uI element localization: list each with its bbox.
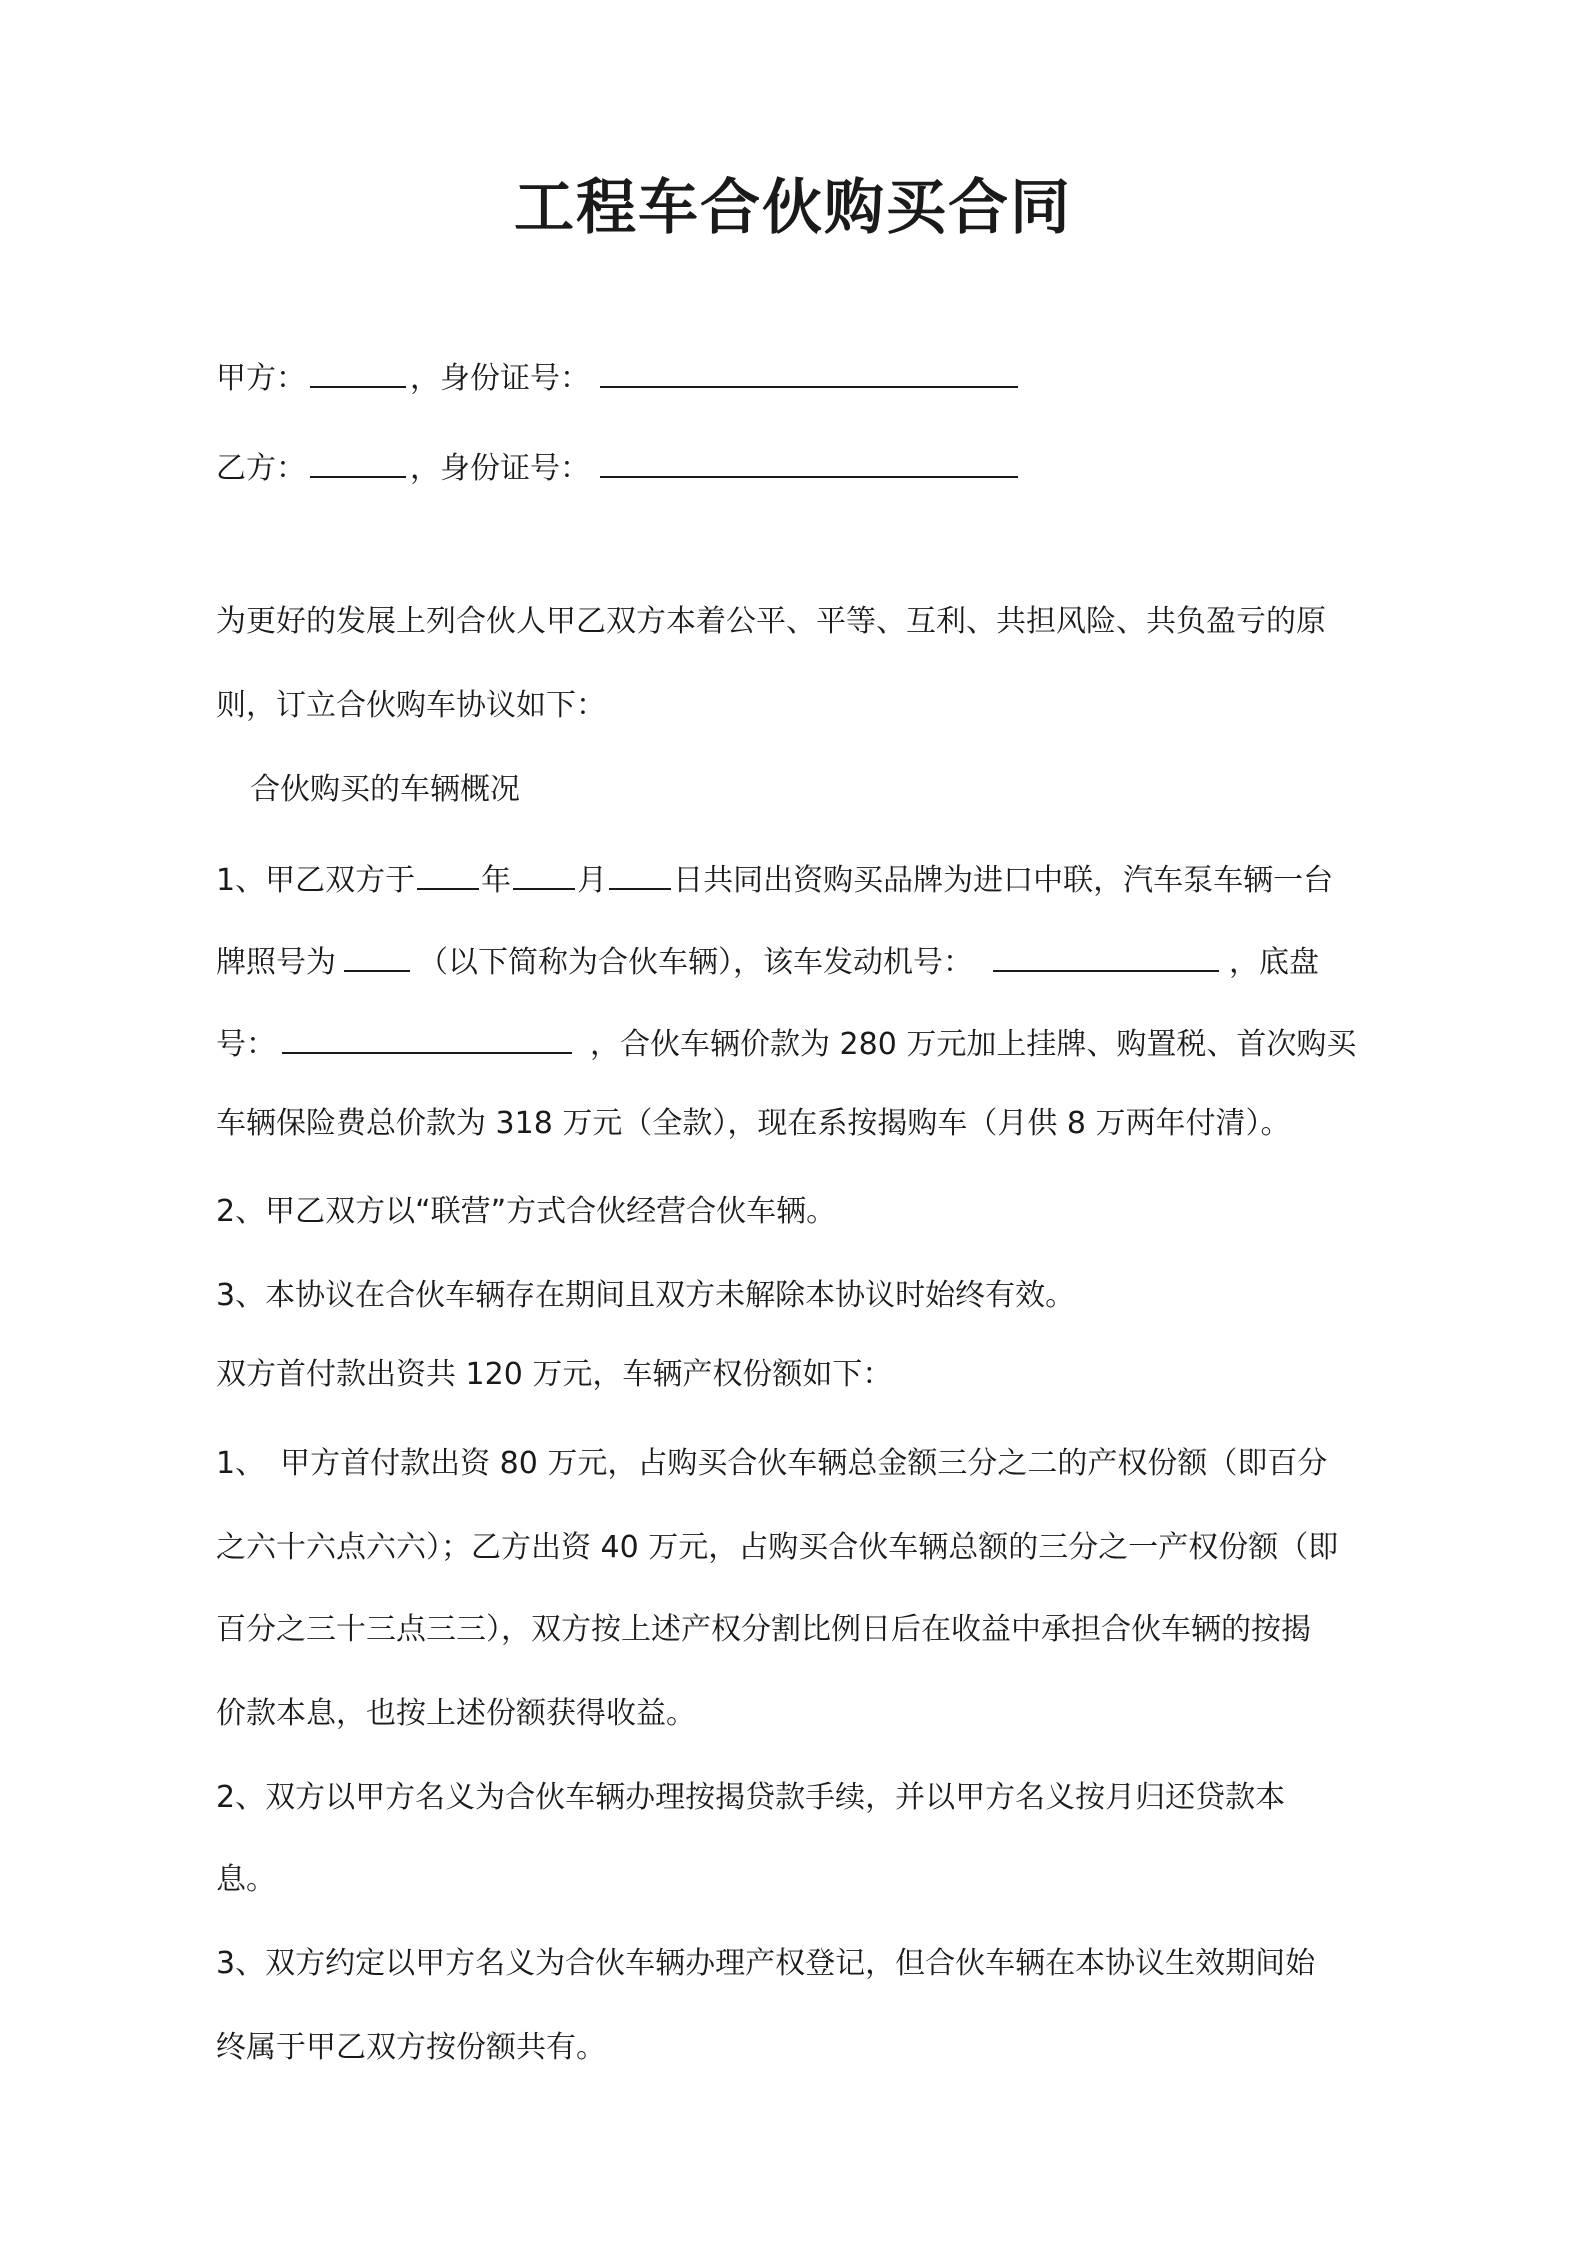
clause-3: 3、本协议在合伙车辆存在期间且双方未解除本协议时始终有效。 bbox=[216, 1278, 1076, 1313]
section-heading-vehicle: 合伙购买的车辆概况 bbox=[250, 772, 520, 807]
engine-number-blank bbox=[993, 940, 1219, 972]
clause-1-text-cont: 日共同出资购买品牌为进口中联，汽车泵车辆一台 bbox=[673, 863, 1334, 898]
party-a-label: 甲方： bbox=[216, 361, 306, 396]
share-1-line-1: 1、 甲方首付款出资 80 万元，占购买合伙车辆总金额三分之二的产权份额（即百分 bbox=[216, 1446, 1328, 1481]
clause-1-line-3 bbox=[216, 1022, 1356, 1065]
party-b-id-label: ，身份证号： bbox=[410, 451, 590, 486]
share-3-line-1: 3、双方约定以甲方名义为合伙车辆办理产权登记，但合伙车辆在本协议生效期间始 bbox=[216, 1946, 1316, 1981]
clause-1-text: 1、甲乙双方于 bbox=[216, 863, 416, 898]
share-1-line-4: 价款本息，也按上述份额获得收益。 bbox=[216, 1696, 696, 1731]
page-title: 工程车合伙购买合同 bbox=[514, 173, 1072, 243]
share-2-line-1: 2、双方以甲方名义为合伙车辆办理按揭贷款手续，并以甲方名义按月归还贷款本 bbox=[216, 1780, 1286, 1815]
party-b-label: 乙方： bbox=[216, 451, 306, 486]
plate-label: 牌照号为 bbox=[216, 945, 336, 980]
plate-blank bbox=[344, 940, 410, 972]
month-blank bbox=[513, 858, 575, 890]
party-a-id-label: ，身份证号： bbox=[410, 361, 590, 396]
chassis-number-blank bbox=[282, 1022, 572, 1054]
preamble-line-2: 则，订立合伙购车协议如下： bbox=[216, 688, 606, 723]
share-1-line-2: 之六十六点六六）；乙方出资 40 万元，占购买合伙车辆总额的三分之一产权份额（即 bbox=[216, 1530, 1339, 1565]
party-b-id-blank bbox=[600, 446, 1018, 478]
clause-2: 2、甲乙双方以“联营”方式合伙经营合伙车辆。 bbox=[216, 1194, 837, 1229]
engine-label: （以下简称为合伙车辆），该车发动机号： bbox=[418, 945, 973, 980]
clause-1-line-1 bbox=[216, 858, 1333, 901]
chassis-label: ，底盘 bbox=[1229, 945, 1319, 980]
party-a-name-blank bbox=[310, 356, 406, 388]
day-blank bbox=[609, 858, 671, 890]
party-b-name-blank bbox=[310, 446, 406, 478]
chassis-label-cont: 号： bbox=[216, 1027, 276, 1062]
section-heading-shares: 双方首付款出资共 120 万元，车辆产权份额如下： bbox=[216, 1357, 893, 1392]
month-label: 月 bbox=[577, 863, 608, 898]
year-blank bbox=[417, 858, 479, 890]
party-a-line bbox=[216, 356, 1018, 399]
share-1-line-3: 百分之三十三点三三），双方按上述产权分割比例日后在收益中承担合伙车辆的按揭 bbox=[216, 1612, 1311, 1647]
price-text: ，合伙车辆价款为 280 万元加上挂牌、购置税、首次购买 bbox=[590, 1027, 1357, 1062]
party-a-id-blank bbox=[600, 356, 1018, 388]
share-2-line-2: 息。 bbox=[216, 1862, 276, 1897]
preamble-line-1: 为更好的发展上列合伙人甲乙双方本着公平、平等、互利、共担风险、共负盈亏的原 bbox=[216, 604, 1326, 639]
share-3-line-2: 终属于甲乙双方按份额共有。 bbox=[216, 2030, 606, 2065]
clause-1-line-4: 车辆保险费总价款为 318 万元（全款），现在系按揭购车（月供 8 万两年付清）。 bbox=[216, 1106, 1291, 1141]
clause-1-line-2 bbox=[216, 940, 1319, 983]
year-label: 年 bbox=[481, 863, 512, 898]
party-b-line bbox=[216, 446, 1018, 489]
